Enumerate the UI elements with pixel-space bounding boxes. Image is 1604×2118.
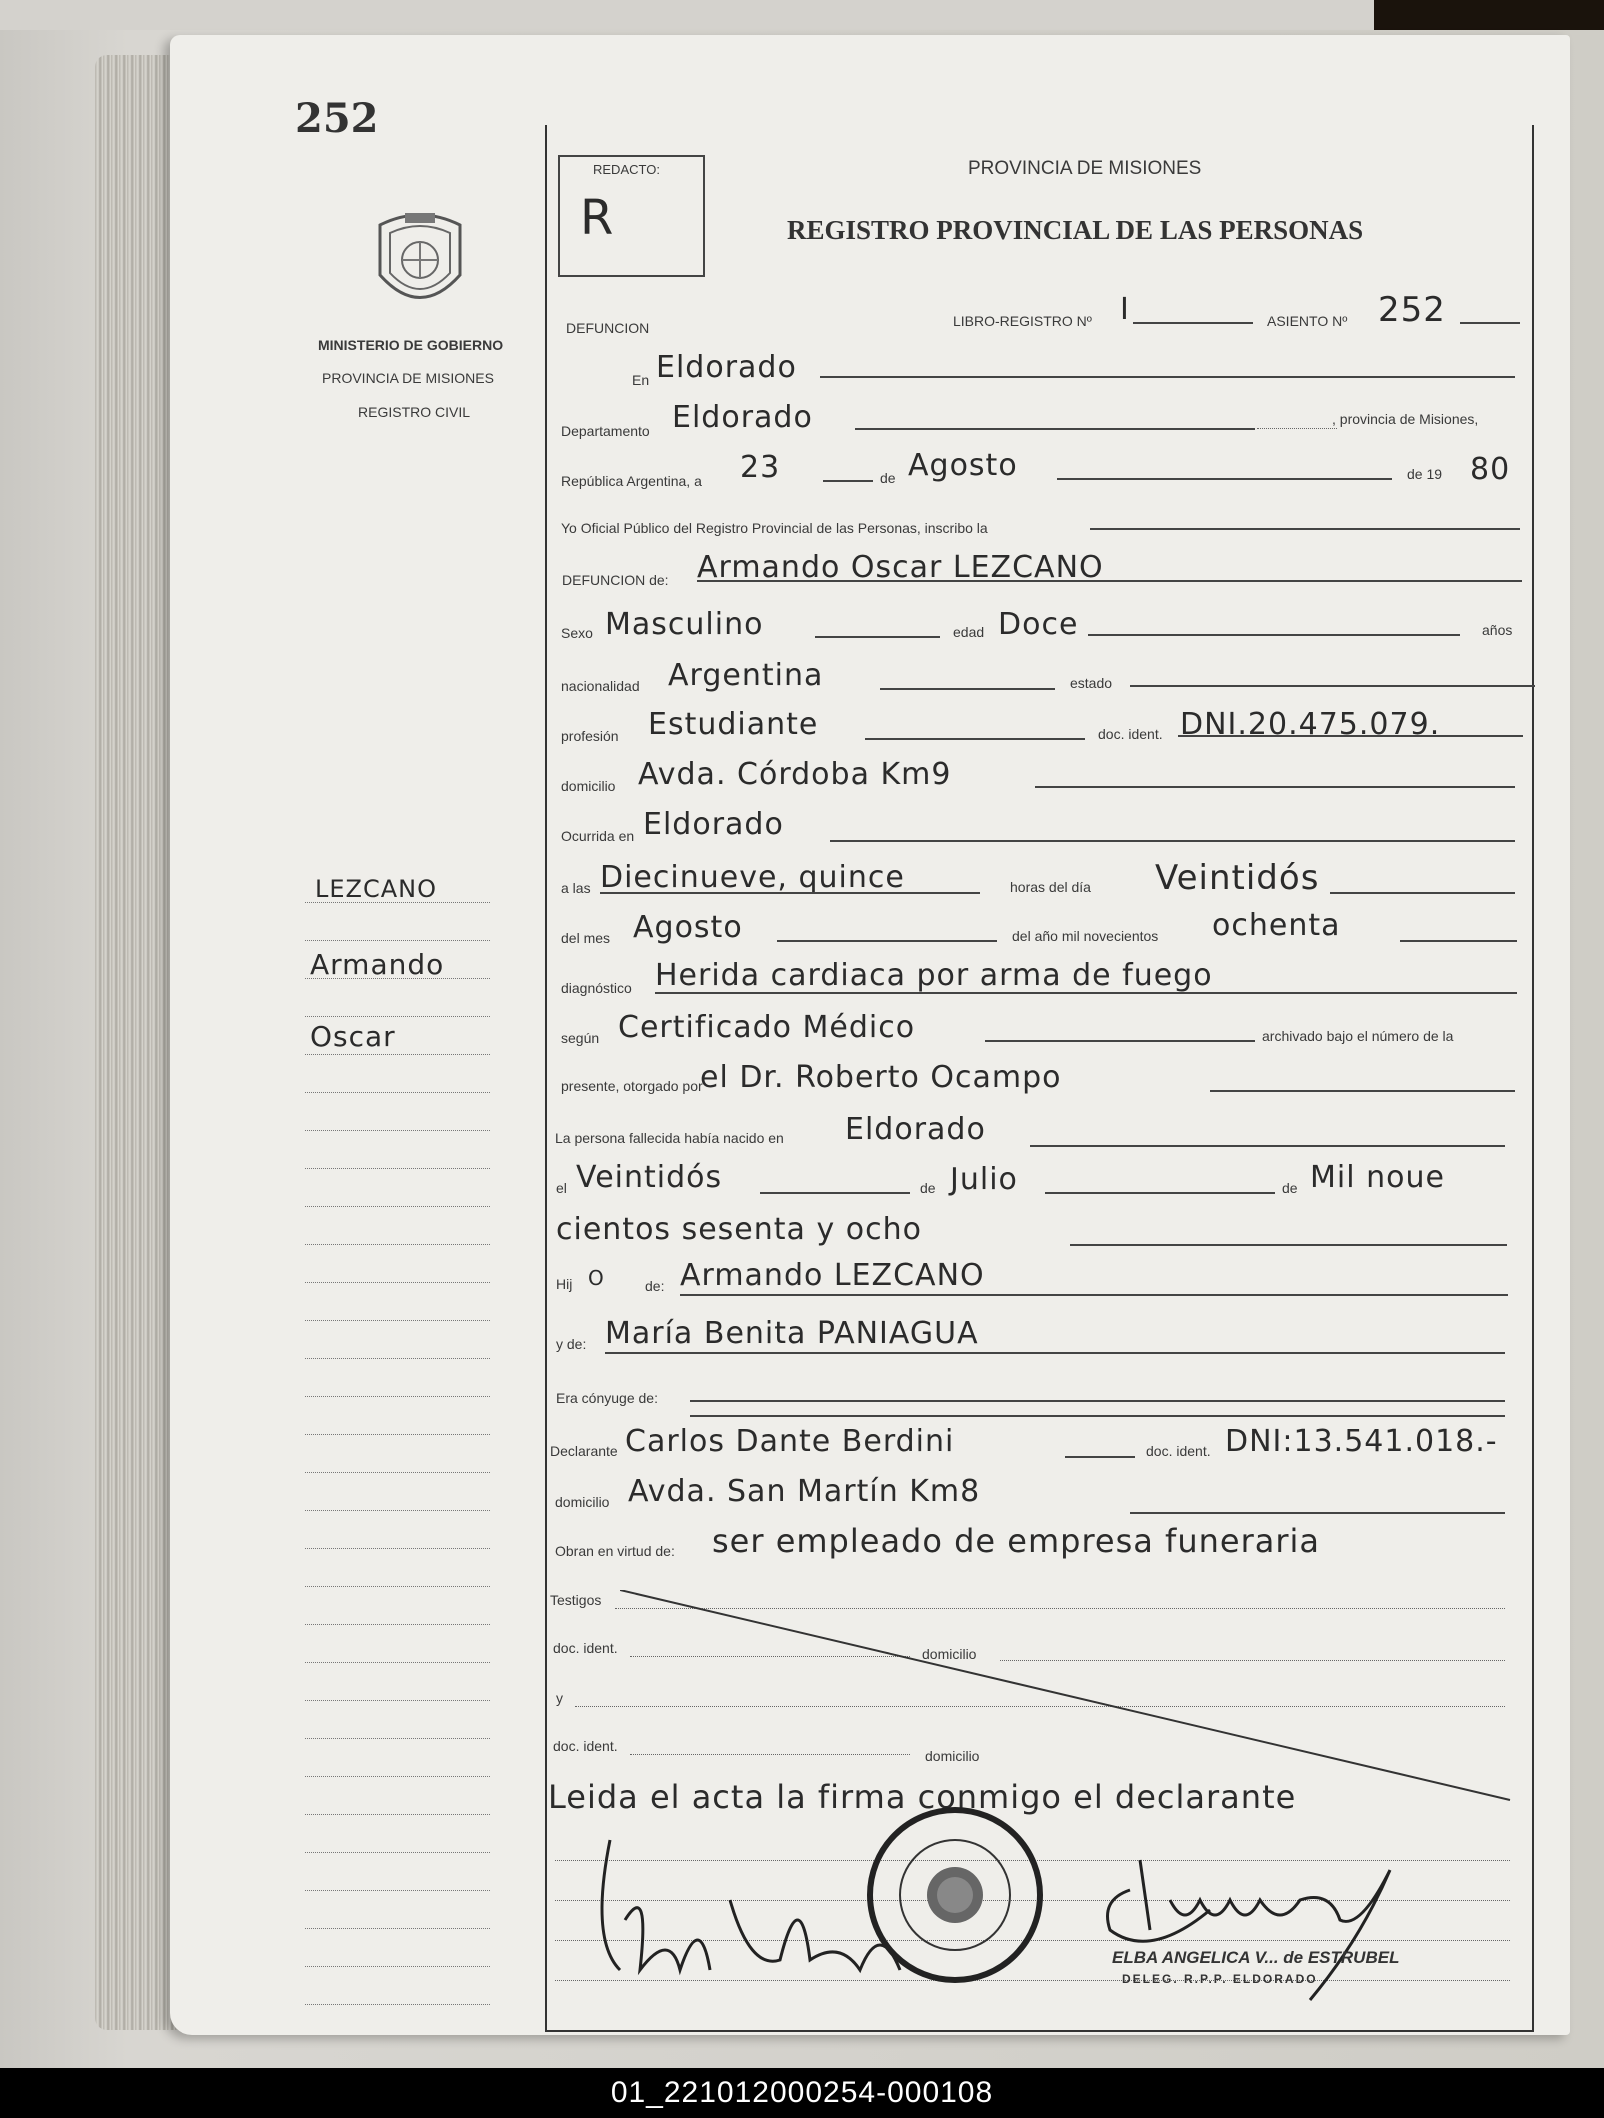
- segun-value: Certificado Médico: [618, 1010, 916, 1045]
- closing-text: Leida el acta la firma conmigo el declarante: [548, 1778, 1297, 1816]
- de-label: de: [880, 470, 896, 486]
- el-label: el: [556, 1180, 567, 1196]
- margin-rule-line: [305, 1434, 490, 1435]
- decl-docident-value: DNI:13.541.018.-: [1225, 1424, 1498, 1459]
- de19-label: de 19: [1407, 466, 1443, 482]
- provincia-text: , provincia de Misiones,: [1332, 411, 1479, 427]
- t-domicilio-label: domicilio: [922, 1646, 977, 1662]
- departamento-value: Eldorado: [672, 400, 813, 435]
- estado-label: estado: [1070, 675, 1113, 691]
- horas-value: Diecinueve, quince: [600, 860, 905, 895]
- month-value: Agosto: [908, 448, 1018, 483]
- seal-registry: REGISTRO CIVIL: [358, 404, 471, 420]
- docident-value: DNI.20.475.079.: [1180, 707, 1441, 742]
- archivado-text: archivado bajo el número de la: [1262, 1028, 1454, 1044]
- cancel-diagonal-line: [620, 1590, 1520, 1810]
- anomil-label: del año mil novecientos: [1012, 928, 1159, 944]
- en-value: Eldorado: [656, 350, 797, 385]
- profesion-label: profesión: [561, 728, 619, 744]
- declarante-value: Carlos Dante Berdini: [625, 1424, 955, 1459]
- ocurrida-label: Ocurrida en: [561, 828, 635, 844]
- decl-domicilio-label: domicilio: [555, 1494, 610, 1510]
- profesion-value: Estudiante: [648, 707, 819, 742]
- margin-name-second: Oscar: [310, 1020, 396, 1053]
- margin-rule-line: [305, 1092, 490, 1093]
- nac-dia-value: Veintidós: [576, 1160, 723, 1195]
- nacionalidad-label: nacionalidad: [561, 678, 640, 694]
- obran-value: ser empleado de empresa funeraria: [712, 1522, 1320, 1560]
- nacionalidad-value: Argentina: [668, 658, 824, 693]
- y-label: y: [556, 1690, 563, 1706]
- asiento-label: ASIENTO Nº: [1267, 313, 1348, 329]
- docident-label: doc. ident.: [1098, 726, 1163, 742]
- coat-of-arms-icon: [370, 205, 470, 325]
- margin-rule-line: [305, 1966, 490, 1967]
- domicilio-value: Avda. Córdoba Km9: [638, 757, 952, 792]
- dark-corner: [1374, 0, 1604, 30]
- padre-value: Armando LEZCANO: [680, 1258, 985, 1293]
- margin-rule-line: [305, 1548, 490, 1549]
- top-strip: [0, 0, 1604, 30]
- margin-rule-line: [305, 1206, 490, 1207]
- t-docident-label: doc. ident.: [553, 1640, 618, 1656]
- margin-name-first: Armando: [310, 948, 445, 981]
- nac-mes-value: Julio: [950, 1162, 1018, 1197]
- nac-ano-cont: cientos sesenta y ocho: [556, 1212, 922, 1247]
- libro-value: I: [1120, 292, 1130, 327]
- margin-rule-line: [305, 1054, 490, 1055]
- yde-label: y de:: [556, 1336, 587, 1352]
- ocurrida-value: Eldorado: [643, 807, 784, 842]
- margin-rule-line: [305, 1282, 490, 1283]
- margin-rule-line: [305, 1928, 490, 1929]
- presente-label: presente, otorgado por: [561, 1078, 703, 1094]
- margin-rule-line: [305, 940, 490, 941]
- nacido-value: Eldorado: [845, 1112, 986, 1147]
- testigos-label: Testigos: [550, 1592, 602, 1608]
- margin-rule-line: [305, 1586, 490, 1587]
- redacto-initial: R: [580, 190, 615, 246]
- nacido-label: La persona fallecida había nacido en: [555, 1130, 784, 1146]
- seal-province: PROVINCIA DE MISIONES: [322, 370, 494, 386]
- header-title: REGISTRO PROVINCIAL DE LAS PERSONAS: [787, 215, 1364, 245]
- defuncion-value: Armando Oscar LEZCANO: [697, 550, 1104, 585]
- horasdia-label: horas del día: [1010, 879, 1091, 895]
- margin-rule-line: [305, 1624, 490, 1625]
- official-title: DELEG. R.P.P. ELDORADO: [1122, 1972, 1318, 1986]
- obran-label: Obran en virtud de:: [555, 1543, 675, 1559]
- margin-rule-line: [305, 1320, 490, 1321]
- decl-docident-label: doc. ident.: [1146, 1443, 1211, 1459]
- margin-name-surname: LEZCANO: [315, 875, 437, 903]
- day-value: 23: [740, 450, 781, 485]
- year-value: 80: [1470, 452, 1511, 487]
- margin-rule-line: [305, 1396, 490, 1397]
- margin-rule-line: [305, 1814, 490, 1815]
- margin-rule-line: [305, 1358, 490, 1359]
- t2-domicilio-label: domicilio: [925, 1748, 980, 1764]
- presente-value: el Dr. Roberto Ocampo: [700, 1060, 1062, 1095]
- mes-value: Agosto: [633, 910, 743, 945]
- conyuge-label: Era cónyuge de:: [556, 1390, 658, 1406]
- margin-rule-line: [305, 1776, 490, 1777]
- diagnostico-value: Herida cardiaca por arma de fuego: [655, 958, 1213, 993]
- margin-rule-line: [305, 1472, 490, 1473]
- margin-rule-line: [305, 1130, 490, 1131]
- sexo-value: Masculino: [605, 607, 764, 642]
- margin-rule-line: [305, 1852, 490, 1853]
- hijo-suffix: O: [588, 1266, 605, 1290]
- margin-rule-line: [305, 1168, 490, 1169]
- nac-de-label: de: [920, 1180, 936, 1196]
- alas-label: a las: [561, 880, 591, 896]
- hijo-de-label: de:: [645, 1278, 665, 1294]
- header-province: PROVINCIA DE MISIONES: [968, 158, 1202, 179]
- declarante-label: Declarante: [550, 1443, 618, 1459]
- round-official-stamp: [865, 1805, 1045, 1990]
- margin-rule-line: [305, 1244, 490, 1245]
- official-name: ELBA ANGELICA V... de ESTRUBEL: [1112, 1948, 1400, 1967]
- sexo-label: Sexo: [561, 625, 593, 641]
- domicilio-label: domicilio: [561, 778, 616, 794]
- departamento-label: Departamento: [561, 423, 650, 439]
- margin-rule-line: [305, 1016, 490, 1017]
- margin-rule-line: [305, 1662, 490, 1663]
- edad-label: edad: [953, 624, 985, 640]
- image-id-footer: 01_221012000254-000108: [0, 2068, 1604, 2118]
- diagnostico-label: diagnóstico: [561, 980, 632, 996]
- margin-rule-line: [305, 1890, 490, 1891]
- margin-rule-line: [305, 2004, 490, 2005]
- nac-de2-label: de: [1282, 1180, 1298, 1196]
- margin-rule-line: [305, 1700, 490, 1701]
- edad-value: Doce: [998, 607, 1079, 642]
- nac-ano-value: Mil noue: [1310, 1160, 1445, 1195]
- asiento-value: 252: [1378, 290, 1446, 330]
- libro-label: LIBRO-REGISTRO Nº: [953, 313, 1092, 329]
- segun-label: según: [561, 1030, 600, 1046]
- defuncion-type-label: DEFUNCION: [566, 320, 650, 336]
- margin-rule-line: [305, 1510, 490, 1511]
- margin-rule-line: [305, 1738, 490, 1739]
- seal-ministry: MINISTERIO DE GOBIERNO: [318, 337, 504, 353]
- republica-label: República Argentina, a: [561, 473, 702, 489]
- madre-value: María Benita PANIAGUA: [605, 1316, 979, 1351]
- defuncion-label: DEFUNCION de:: [562, 572, 669, 588]
- anomil-value: ochenta: [1212, 908, 1341, 943]
- record-number: 252: [295, 95, 379, 142]
- hijo-label: Hij: [556, 1276, 573, 1292]
- mes-label: del mes: [561, 930, 611, 946]
- anos-label: años: [1482, 622, 1513, 638]
- redacto-label: REDACTO:: [593, 162, 660, 177]
- en-label: En: [632, 372, 650, 388]
- dia-value: Veintidós: [1155, 858, 1320, 898]
- t2-docident-label: doc. ident.: [553, 1738, 618, 1754]
- decl-domicilio-value: Avda. San Martín Km8: [628, 1474, 981, 1509]
- oficial-text: Yo Oficial Público del Registro Provincial de las Personas, inscribo la: [561, 520, 988, 536]
